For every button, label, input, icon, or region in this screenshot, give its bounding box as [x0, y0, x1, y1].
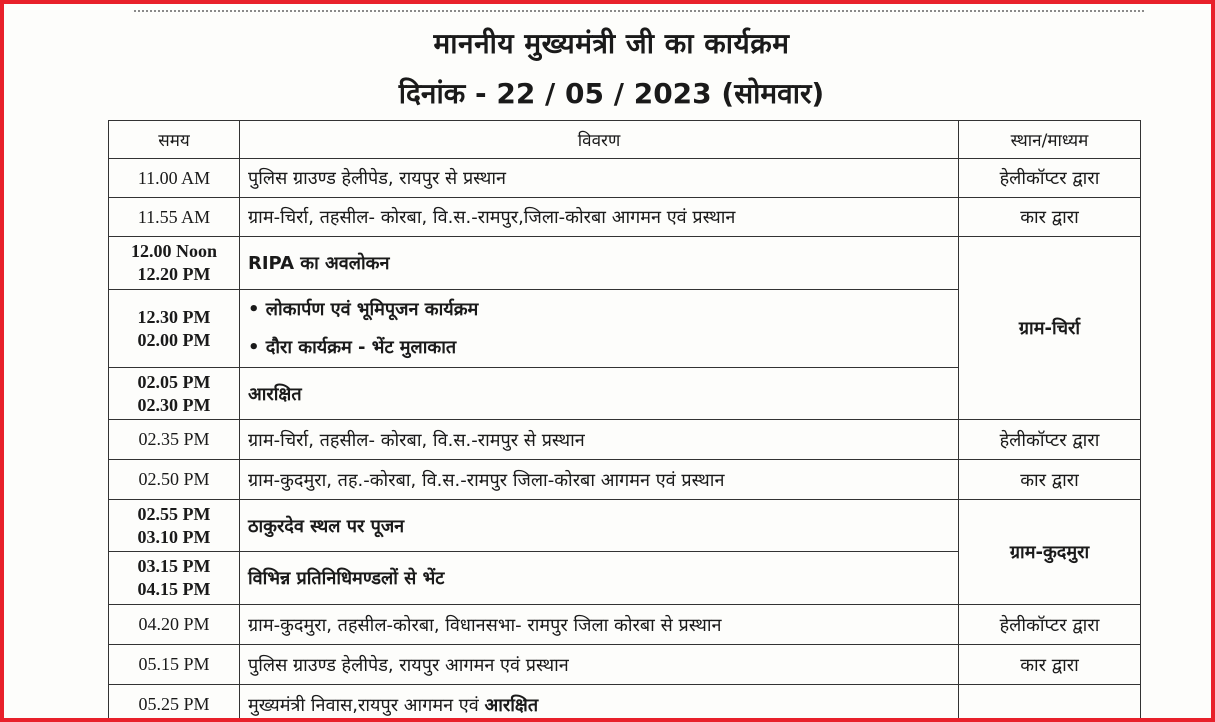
date-prefix: दिनांक -: [398, 77, 497, 110]
table-row: [109, 645, 1141, 685]
row-time: 02.50 PM: [109, 460, 240, 500]
table-row: [109, 500, 1141, 552]
row-time-range: [109, 368, 240, 420]
time-end: 03.10 PM: [137, 526, 211, 547]
row-place: हेलीकॉप्टर द्वारा: [959, 420, 1141, 460]
time-start: 12.00 Noon: [130, 241, 217, 261]
row-time-range: [109, 500, 240, 552]
row-description: [240, 685, 959, 722]
row-place: [959, 685, 1141, 722]
time-start: 12.30 PM: [137, 306, 211, 327]
col-header-time: समय: [109, 121, 240, 159]
row-time: 04.20 PM: [109, 605, 240, 645]
row-time-range: [109, 552, 240, 605]
description-part-bold: आरक्षित: [484, 694, 539, 716]
dotted-divider: [134, 10, 1144, 12]
row-place: कार द्वारा: [959, 198, 1141, 237]
time-start: 03.15 PM: [137, 556, 211, 576]
table-row: [109, 605, 1141, 645]
time-end: 02.30 PM: [137, 394, 211, 415]
row-description: ग्राम-कुदमुरा, तहसील-कोरबा, विधानसभा- रामपुर जिला कोरबा से प्रस्थान: [240, 605, 959, 645]
col-header-description: विवरण: [240, 121, 959, 159]
table-header-row: [109, 121, 1141, 159]
time-end: 02.00 PM: [137, 329, 211, 350]
bullet-item: • दौरा कार्यक्रम - भेंट मुलाकात: [248, 336, 457, 358]
table-row: [109, 685, 1141, 722]
day-name: (सोमवार): [711, 77, 825, 110]
row-time-range: [109, 237, 240, 290]
time-start: 02.05 PM: [137, 371, 211, 392]
row-description: आरक्षित: [240, 368, 959, 420]
row-description: पुलिस ग्राउण्ड हेलीपेड, रायपुर आगमन एवं प्रस्थान: [240, 645, 959, 685]
merged-place-kudmura: ग्राम-कुदमुरा: [959, 500, 1141, 605]
time-end: 04.15 PM: [137, 579, 211, 599]
date-value: 22 / 05 / 2023: [496, 77, 712, 110]
row-description: ग्राम-कुदमुरा, तह.-कोरबा, वि.स.-रामपुर जिला-कोरबा आगमन एवं प्रस्थान: [240, 460, 959, 500]
row-description: ग्राम-चिर्रा, तहसील- कोरबा, वि.स.-रामपुर से प्रस्थान: [240, 420, 959, 460]
row-time: 05.15 PM: [109, 645, 240, 685]
row-description: ग्राम-चिर्रा, तहसील- कोरबा, वि.स.-रामपुर,जिला-कोरबा आगमन एवं प्रस्थान: [240, 198, 959, 237]
time-start: 02.55 PM: [137, 503, 211, 524]
time-end: 12.20 PM: [137, 264, 211, 284]
row-description: विभिन्न प्रतिनिधिमण्डलों से भेंट: [240, 552, 959, 605]
row-description-bullets: [240, 290, 959, 368]
table-row: [109, 460, 1141, 500]
table-row: [109, 198, 1141, 237]
row-place: कार द्वारा: [959, 645, 1141, 685]
row-place: कार द्वारा: [959, 460, 1141, 500]
row-time: 11.55 AM: [109, 198, 240, 237]
table-row: [109, 159, 1141, 198]
document-date-line: [4, 74, 1215, 112]
schedule-table: [108, 120, 1141, 722]
row-time: 02.35 PM: [109, 420, 240, 460]
description-part: मुख्यमंत्री निवास,रायपुर आगमन एवं: [248, 694, 485, 716]
row-place: हेलीकॉप्टर द्वारा: [959, 159, 1141, 198]
table-row: [109, 237, 1141, 290]
row-description: पुलिस ग्राउण्ड हेलीपेड, रायपुर से प्रस्थान: [240, 159, 959, 198]
row-time-range: [109, 290, 240, 368]
bullet-item: • लोकार्पण एवं भूमिपूजन कार्यक्रम: [248, 298, 479, 320]
row-time: 11.00 AM: [109, 159, 240, 198]
merged-place-chirra: ग्राम-चिर्रा: [959, 237, 1141, 420]
row-time: 05.25 PM: [109, 685, 240, 722]
document-title: माननीय मुख्यमंत्री जी का कार्यक्रम: [433, 27, 790, 60]
table-row: [109, 420, 1141, 460]
row-description: RIPA का अवलोकन: [240, 237, 959, 290]
row-description: ठाकुरदेव स्थल पर पूजन: [240, 500, 959, 552]
col-header-place: स्थान/माध्यम: [959, 121, 1141, 159]
row-place: हेलीकॉप्टर द्वारा: [959, 605, 1141, 645]
